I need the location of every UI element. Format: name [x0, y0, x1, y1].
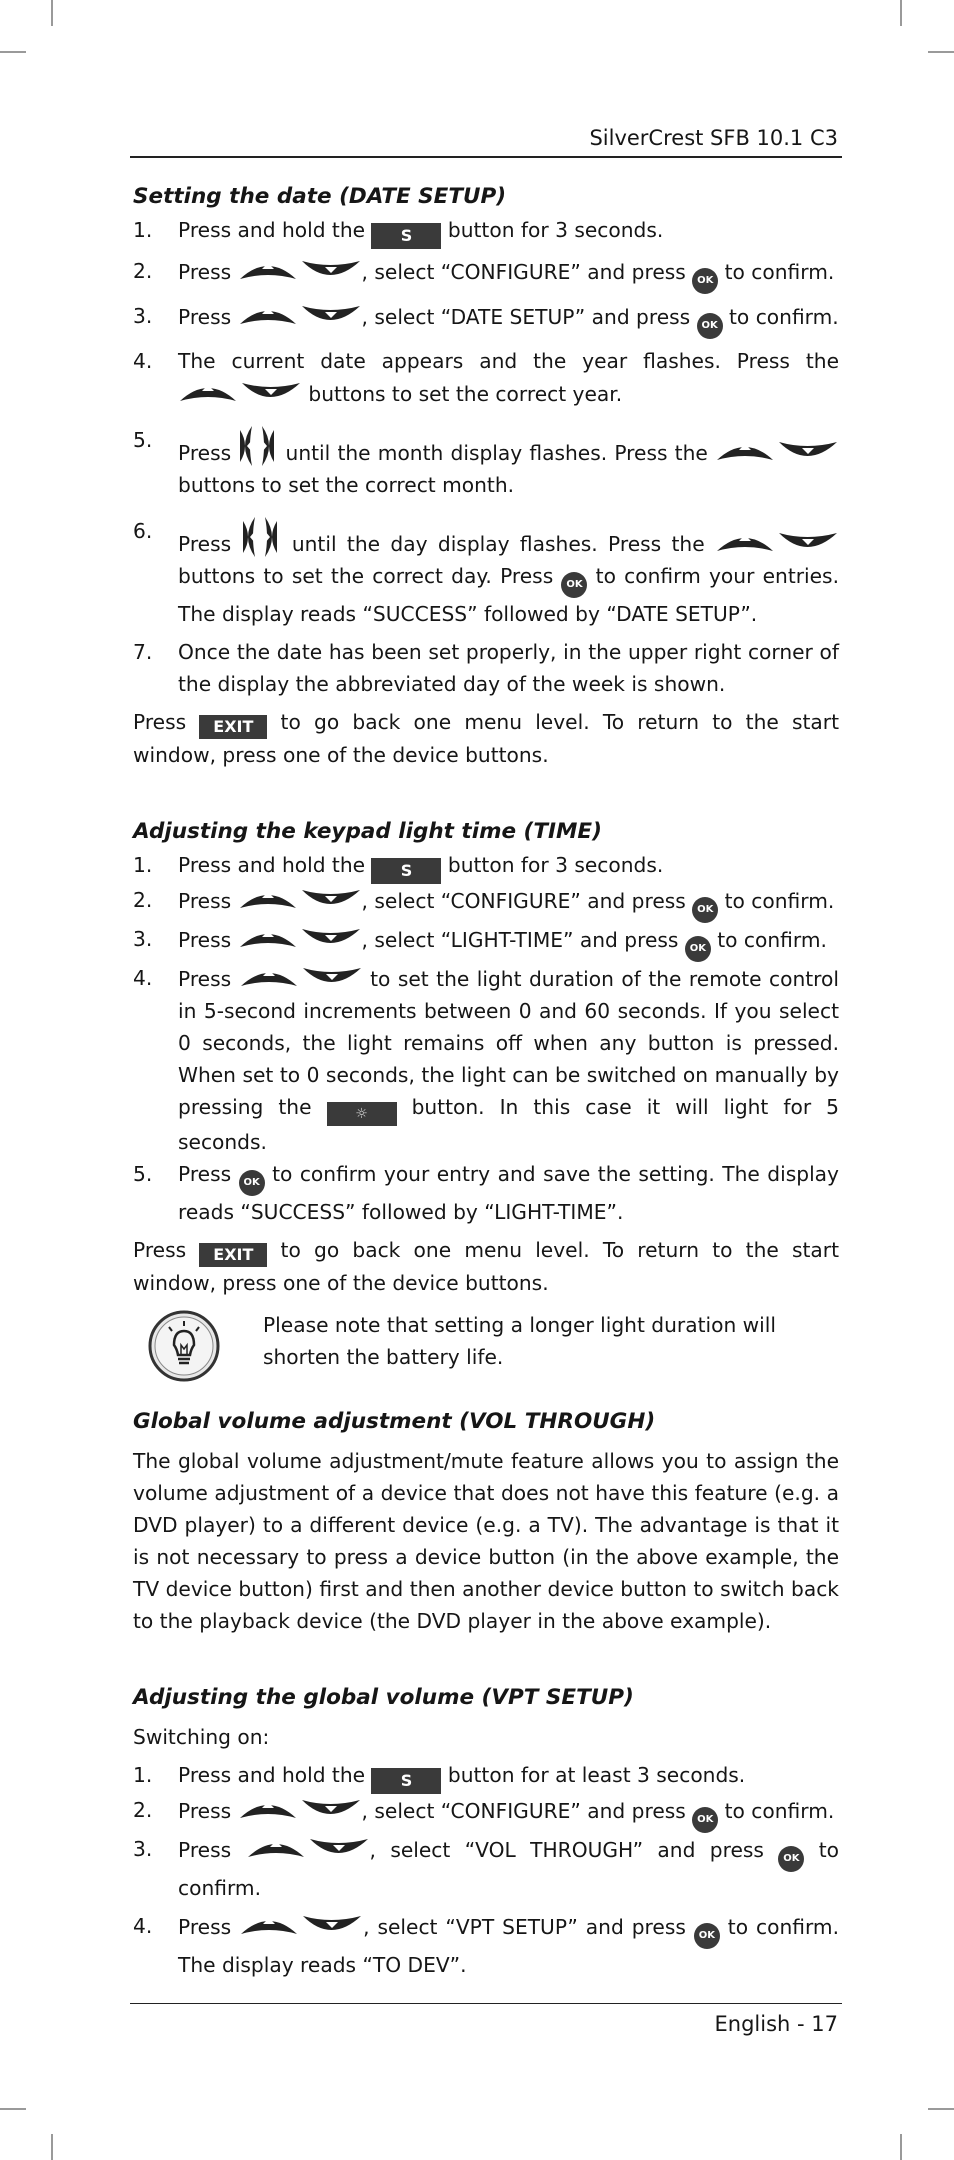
up-down-arrow-icon — [715, 436, 839, 466]
up-down-arrow-icon — [238, 1794, 362, 1824]
up-down-arrow-icon — [178, 377, 302, 407]
page-number: English - 17 — [714, 2012, 838, 2036]
ok-button-icon: OK — [778, 1846, 804, 1872]
list-item: 3. Press , select “LIGHT-TIME” and press OK to confirm. — [133, 923, 839, 962]
page-content — [133, 180, 839, 1981]
exit-button-icon: EXIT — [199, 715, 267, 739]
left-right-arrow-icon — [238, 424, 278, 468]
up-down-arrow-icon — [238, 884, 362, 914]
section-title-vol-through: Global volume adjustment (VOL THROUGH) — [133, 1409, 656, 1434]
crop-mark — [900, 0, 902, 26]
list-item: 2. Press , select “CONFIGURE” and press OK to confirm. — [133, 884, 839, 923]
up-down-arrow-icon — [715, 527, 839, 557]
list-item: 4. Press to set the light duration of the remote control in 5-second increments between 0 and 60 seconds. If you select 0 seconds, the light remains off when any button is pressed. When set to 0 seconds, the light can be switched on manually by pressing the ☼ button. In this case it will light for 5 seconds. — [133, 962, 839, 1158]
list-item: 2. Press , select “CONFIGURE” and press OK to confirm. — [133, 1794, 839, 1833]
list-item: 2. Press , select “CONFIGURE” and press OK to confirm. — [133, 255, 839, 294]
ok-button-icon: OK — [697, 313, 723, 339]
up-down-arrow-icon — [238, 255, 362, 285]
s-button-icon: S — [371, 1768, 441, 1794]
list-item: 3. Press , select “VOL THROUGH” and press OK to confirm. — [133, 1833, 839, 1904]
date-setup-steps — [133, 214, 839, 700]
crop-mark — [0, 2108, 26, 2110]
up-down-arrow-icon — [238, 923, 362, 953]
left-right-arrow-icon — [241, 515, 281, 559]
lightbulb-icon — [147, 1309, 221, 1383]
crop-mark — [928, 51, 954, 53]
header-title: SilverCrest SFB 10.1 C3 — [589, 126, 838, 150]
page-header — [130, 122, 842, 158]
list-item: 5. Press OK to confirm your entry and save the setting. The display reads “SUCCESS” followed by “LIGHT-TIME”. — [133, 1162, 839, 1224]
time-steps — [133, 849, 839, 1228]
list-item: 3. Press , select “DATE SETUP” and press OK to confirm. — [133, 300, 839, 339]
s-button-icon: S — [371, 858, 441, 884]
list-item: 4. The current date appears and the year flashes. Press the buttons to set the correct year. — [133, 349, 839, 406]
ok-button-icon: OK — [694, 1923, 720, 1949]
crop-mark — [928, 2108, 954, 2110]
ok-button-icon: OK — [692, 1807, 718, 1833]
exit-instruction: Press EXIT to go back one menu level. To return to the start window, press one of the device buttons. — [133, 1238, 840, 1295]
crop-mark — [900, 2134, 902, 2160]
section-title-time: Adjusting the keypad light time (TIME) — [133, 819, 602, 844]
section-title-vpt-setup: Adjusting the global volume (VPT SETUP) — [133, 1685, 634, 1710]
list-item: 1. Press and hold the S button for 3 seconds. — [133, 849, 839, 884]
up-down-arrow-icon — [238, 300, 362, 330]
crop-mark — [0, 51, 26, 53]
tip-text: Please note that setting a longer light duration will shorten the battery life. — [263, 1313, 776, 1369]
tip-note — [133, 1309, 839, 1391]
s-button-icon: S — [371, 223, 441, 249]
list-item: 7. Once the date has been set properly, in the upper right corner of the display the abbreviated day of the week is shown. — [133, 640, 839, 696]
ok-button-icon: OK — [239, 1170, 265, 1196]
up-down-arrow-icon — [239, 962, 363, 992]
light-button-icon: ☼ — [327, 1102, 397, 1126]
up-down-arrow-icon — [239, 1910, 363, 1940]
section-title-date-setup: Setting the date (DATE SETUP) — [133, 184, 507, 209]
ok-button-icon: OK — [692, 268, 718, 294]
vol-through-body: The global volume adjustment/mute feature allows you to assign the volume adjustment of a device that does not have this feature (e.g. a DVD player) to a different device (e.g. a TV). The advantage is that it is not necessary to press a device button (in the above example, the TV device button) first and then another device button to switch back to the playback device (the DVD player in the above example). — [133, 1449, 839, 1633]
ok-button-icon: OK — [561, 572, 587, 598]
list-item: 4. Press , select “VPT SETUP” and press OK to confirm. The display reads “TO DEV”. — [133, 1910, 839, 1981]
ok-button-icon: OK — [692, 897, 718, 923]
exit-instruction: Press EXIT to go back one menu level. To return to the start window, press one of the device buttons. — [133, 710, 840, 767]
exit-button-icon: EXIT — [199, 1243, 267, 1267]
crop-mark — [51, 0, 53, 26]
list-item: 1. Press and hold the S button for 3 seconds. — [133, 214, 839, 249]
page-footer — [130, 2003, 842, 2036]
list-item: 5. Press until the month display flashes. Press the buttons to set the correct month. — [133, 424, 839, 501]
vpt-intro: Switching on: — [133, 1725, 270, 1749]
list-item: 6. Press until the day display flashes. Press the buttons to set the correct day. Press OK to confirm your entries. The display reads “SUCCESS” followed by “DATE SETUP”. — [133, 515, 839, 630]
crop-mark — [51, 2134, 53, 2160]
up-down-arrow-icon — [246, 1833, 370, 1863]
vpt-steps — [133, 1759, 839, 1981]
ok-button-icon: OK — [685, 936, 711, 962]
list-item: 1. Press and hold the S button for at least 3 seconds. — [133, 1759, 839, 1794]
